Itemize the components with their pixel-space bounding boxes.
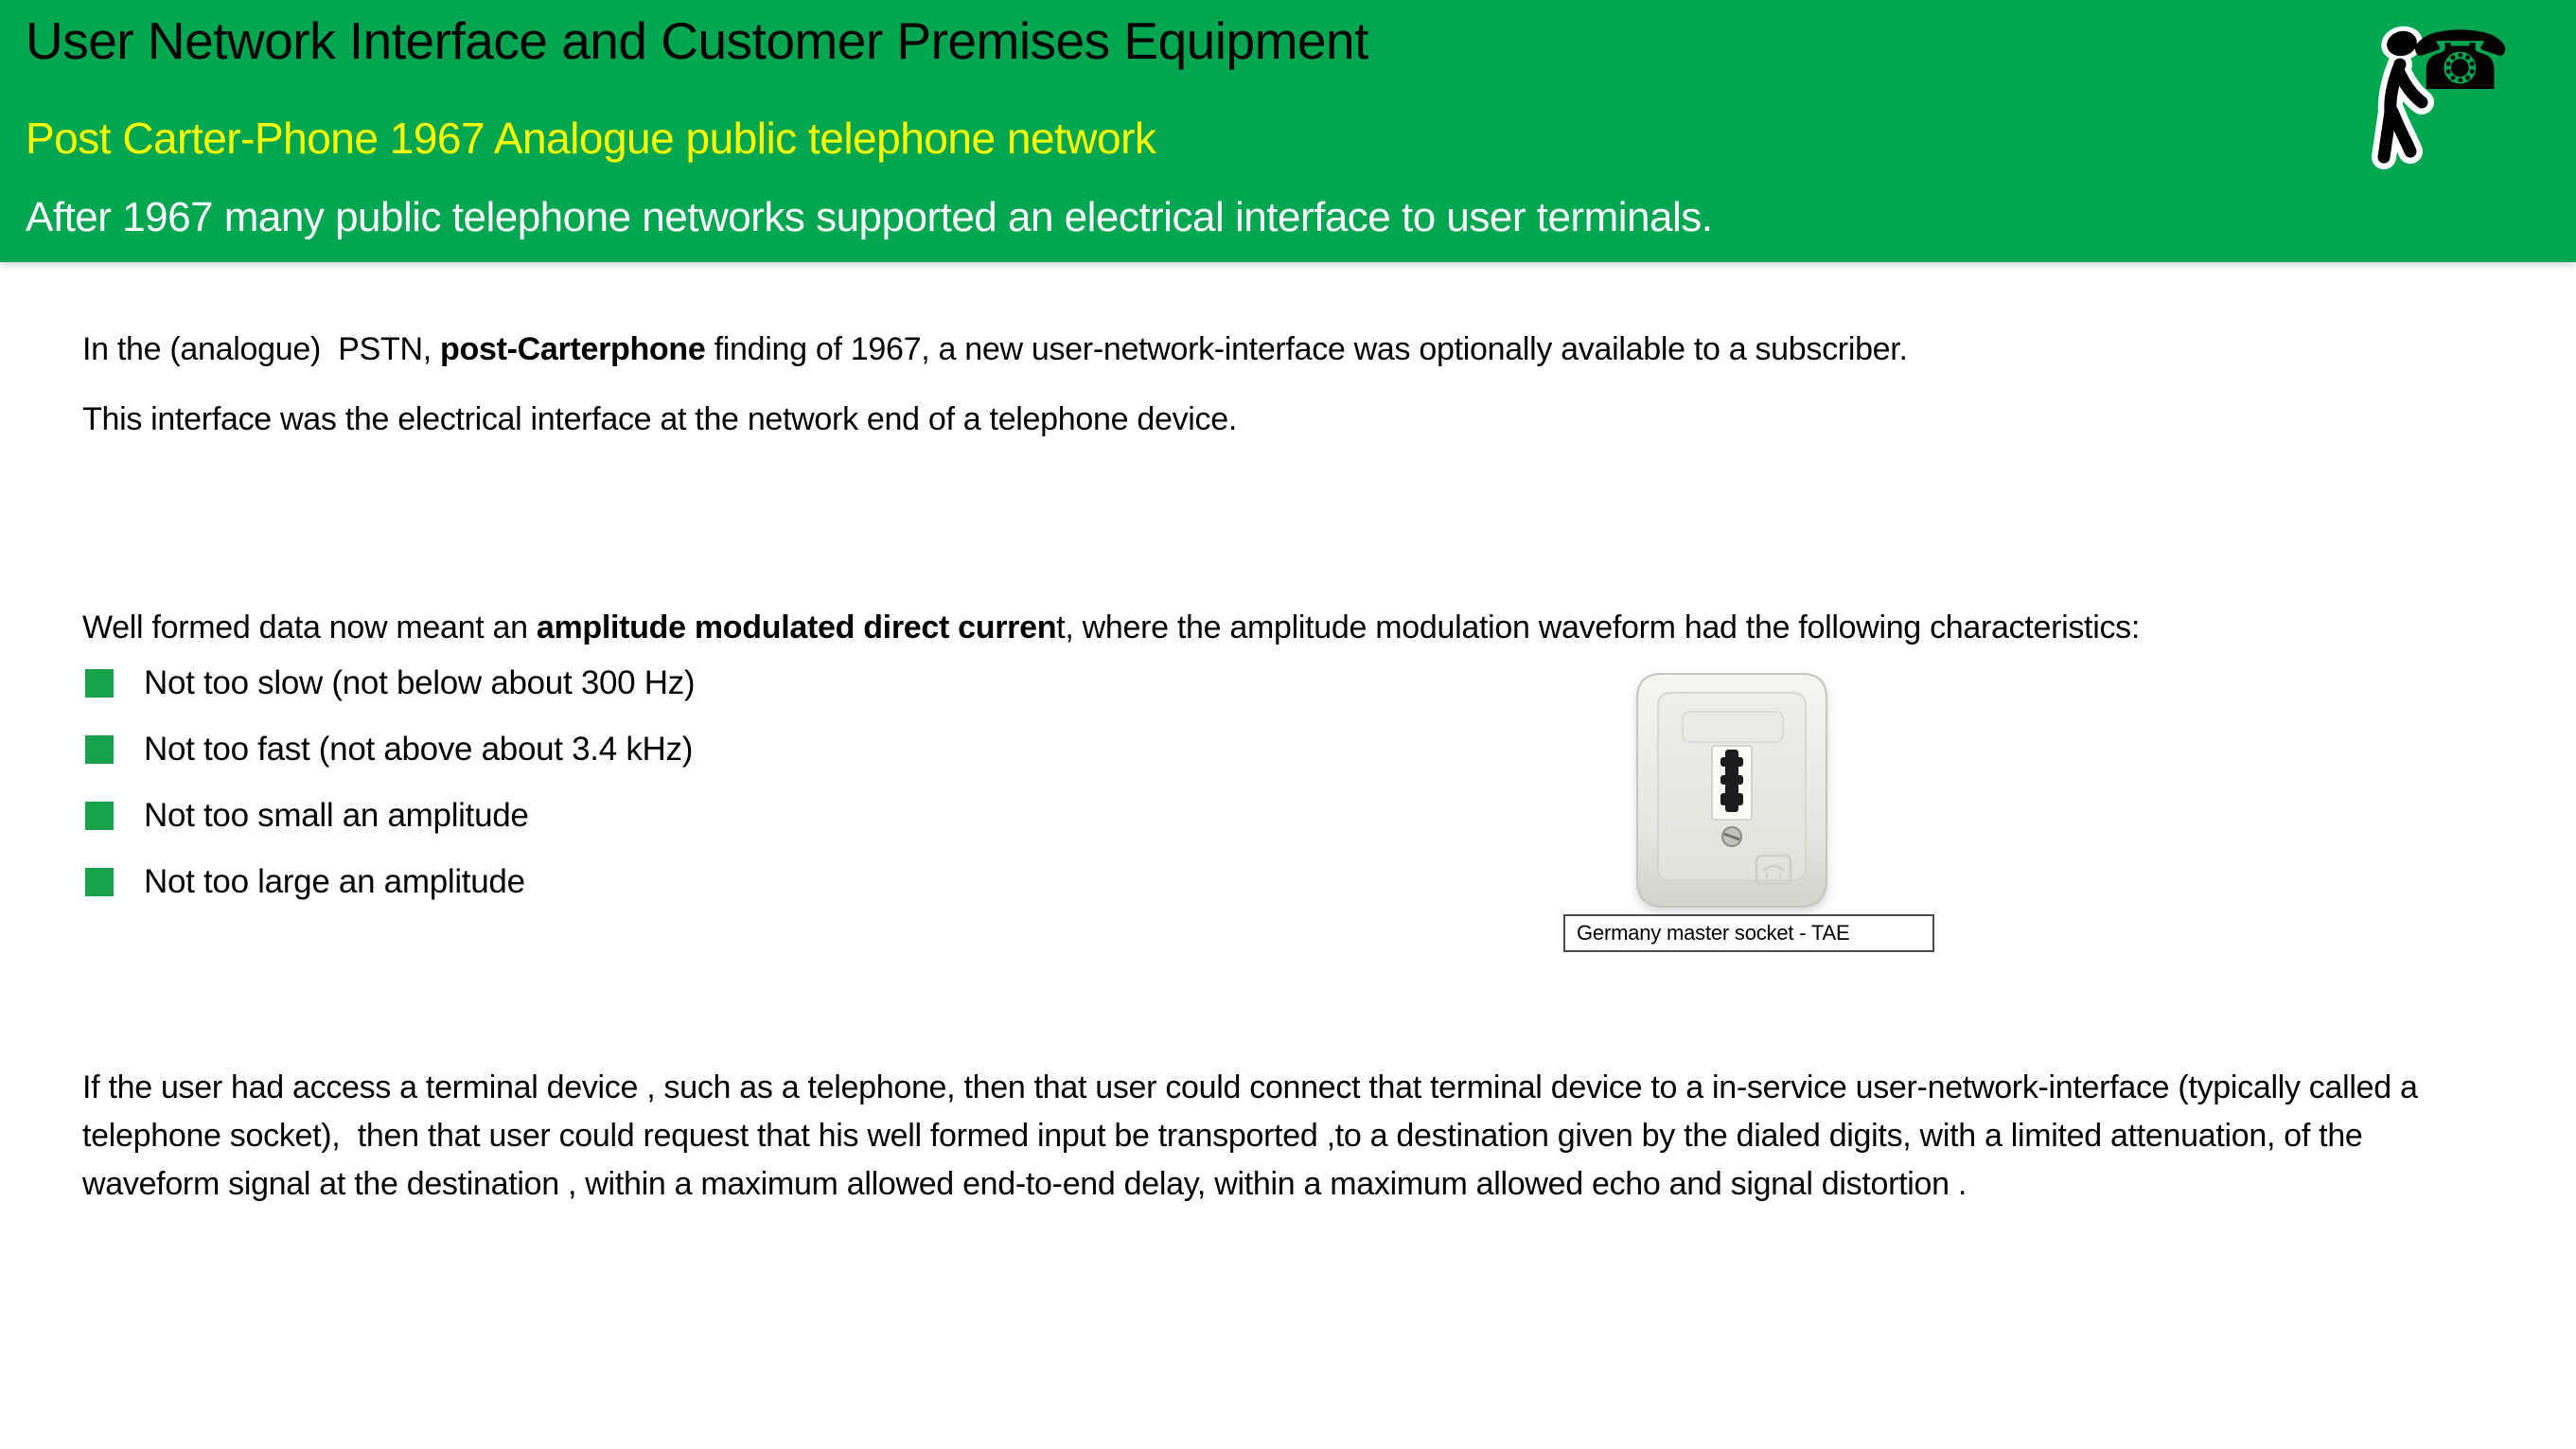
page-title: User Network Interface and Customer Premises Equipment	[26, 11, 1368, 70]
paragraph-wellformed-post: t, where the amplitude modulation waveform had the following characteristics:	[1056, 610, 2140, 645]
list-item-label: Not too slow (not below about 300 Hz)	[144, 664, 696, 701]
header-tagline: After 1967 many public telephone networks supported an electrical interface to user terminals.	[26, 194, 1713, 240]
characteristics-list	[82, 663, 695, 928]
list-item-label: Not too small an amplitude	[144, 797, 529, 834]
paragraph-wellformed-bold: amplitude modulated direct curren	[536, 610, 1057, 645]
paragraph-terminal-access: If the user had access a terminal device , such as a telephone, then that user could connect that terminal device to a in-service user-network-interface (typically called a telephone socket), then that user could request that his well formed input be transported ,to a destination given by the dialed digits, with a limited attenuation, of the waveform signal at the destination , within a maximum allowed end-to-end delay, within a maximum allowed echo and signal distortion .	[82, 1069, 2426, 1202]
paragraph-wellformed-pre: Well formed data now meant an	[82, 610, 537, 645]
paragraph-interface: This interface was the electrical interface at the network end of a telephone device.	[82, 401, 1237, 437]
paragraph-pstn	[82, 327, 1908, 371]
list-item-label: Not too large an amplitude	[144, 863, 525, 900]
paragraph-wellformed	[82, 606, 2140, 649]
list-item	[82, 861, 695, 928]
list-item-label: Not too fast (not above about 3.4 kHz)	[144, 731, 694, 768]
header-banner	[0, 0, 2576, 262]
germany-tae-wall-socket-photo	[1633, 670, 1830, 912]
figure-caption: Germany master socket - TAE	[1563, 914, 1934, 952]
square-bullet-icon	[85, 868, 114, 896]
page-subtitle: Post Carter-Phone 1967 Analogue public telephone network	[26, 114, 1156, 163]
paragraph-pstn-bold: post-Carterphone	[440, 331, 706, 367]
paragraph-pstn-pre: In the (analogue) PSTN,	[82, 331, 441, 367]
square-bullet-icon	[85, 669, 114, 698]
person-with-telephone-icon	[2330, 14, 2512, 171]
list-item	[82, 663, 695, 729]
socket-screw	[1722, 827, 1741, 846]
socket-tae-keyhole	[1720, 750, 1743, 812]
socket-label-recess	[1683, 712, 1783, 742]
telephone-icon: ☎	[2409, 14, 2512, 109]
list-item	[82, 795, 695, 861]
list-item	[82, 729, 695, 795]
paragraph-pstn-post: finding of 1967, a new user-network-interface was optionally available to a subscriber.	[705, 331, 1908, 367]
square-bullet-icon	[85, 802, 114, 830]
square-bullet-icon	[85, 735, 114, 764]
